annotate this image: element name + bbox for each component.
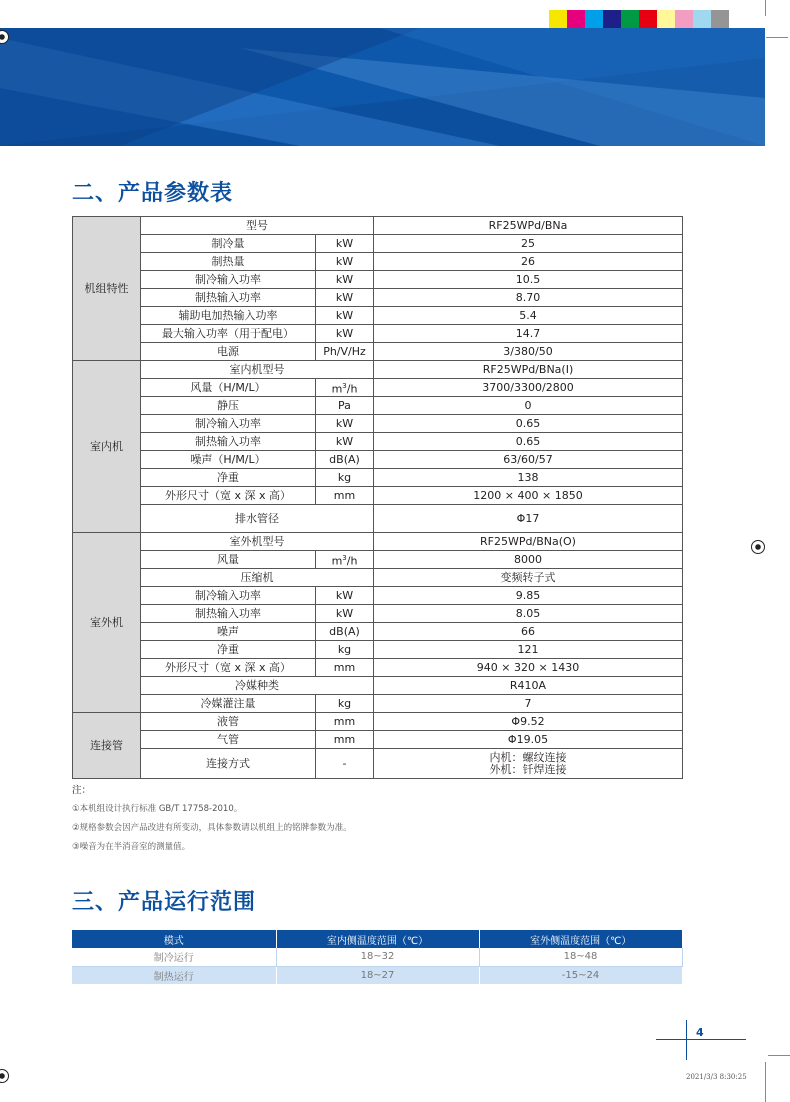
notes bbox=[72, 781, 352, 857]
color-swatch bbox=[603, 10, 621, 28]
table-row bbox=[73, 469, 683, 487]
param-name-cell: 冷媒灌注量 bbox=[141, 695, 316, 713]
unit-cell: kg bbox=[316, 469, 374, 487]
value-cell: 8.05 bbox=[374, 605, 683, 623]
color-swatch bbox=[567, 10, 585, 28]
color-swatch bbox=[693, 10, 711, 28]
param-name-cell: 压缩机 bbox=[141, 569, 374, 587]
unit-cell: mm bbox=[316, 713, 374, 731]
unit-cell: kW bbox=[316, 289, 374, 307]
table-row bbox=[73, 433, 683, 451]
param-name-cell: 制热输入功率 bbox=[141, 605, 316, 623]
unit-superscript: 3 bbox=[342, 553, 347, 562]
range-header-outdoor: 室外侧温度范围（℃） bbox=[479, 930, 682, 948]
category-cell: 机组特性 bbox=[73, 217, 141, 361]
param-name-cell: 净重 bbox=[141, 469, 316, 487]
unit-cell bbox=[316, 379, 374, 397]
unit-cell: kW bbox=[316, 271, 374, 289]
note-item: ①本机组设计执行标准 GB/T 17758-2010。 bbox=[72, 804, 243, 814]
table-row bbox=[73, 641, 683, 659]
table-row bbox=[73, 505, 683, 533]
value-cell: 0.65 bbox=[374, 415, 683, 433]
unit-cell: mm bbox=[316, 731, 374, 749]
value-cell: 63/60/57 bbox=[374, 451, 683, 469]
color-swatch bbox=[657, 10, 675, 28]
registration-mark bbox=[0, 1069, 9, 1083]
unit-cell: kg bbox=[316, 695, 374, 713]
table-row bbox=[73, 623, 683, 641]
value-cell: 26 bbox=[374, 253, 683, 271]
value-cell: 8000 bbox=[374, 551, 683, 569]
value-cell: 变频转子式 bbox=[374, 569, 683, 587]
unit-cell: kW bbox=[316, 415, 374, 433]
unit-cell: kg bbox=[316, 641, 374, 659]
value-cell bbox=[374, 749, 683, 779]
color-calibration-bar bbox=[549, 10, 729, 28]
value-cell: R410A bbox=[374, 677, 683, 695]
table-row bbox=[73, 533, 683, 551]
note-item: ③噪音为在半消音室的测量值。 bbox=[72, 842, 191, 852]
table-row bbox=[73, 271, 683, 289]
value-cell: 3700/3300/2800 bbox=[374, 379, 683, 397]
value-cell: RF25WPd/BNa(O) bbox=[374, 533, 683, 551]
param-name-cell: 风量 bbox=[141, 551, 316, 569]
value-cell: 25 bbox=[374, 235, 683, 253]
connection-outdoor: 外机：钎焊连接 bbox=[489, 762, 567, 776]
value-cell: 940 × 320 × 1430 bbox=[374, 659, 683, 677]
color-swatch bbox=[621, 10, 639, 28]
header-banner bbox=[0, 28, 765, 146]
range-cell: 18~27 bbox=[276, 966, 479, 984]
value-cell: 10.5 bbox=[374, 271, 683, 289]
operating-range-table bbox=[72, 930, 683, 984]
table-row bbox=[73, 361, 683, 379]
table-row bbox=[73, 731, 683, 749]
param-name-cell: 制热输入功率 bbox=[141, 433, 316, 451]
value-cell: 9.85 bbox=[374, 587, 683, 605]
unit-cell bbox=[316, 551, 374, 569]
page-number: 4 bbox=[696, 1026, 704, 1039]
param-name-cell: 制冷量 bbox=[141, 235, 316, 253]
crop-mark bbox=[765, 0, 766, 16]
table-row bbox=[73, 397, 683, 415]
value-cell: Φ9.52 bbox=[374, 713, 683, 731]
unit-rest: /h bbox=[346, 382, 358, 396]
table-row bbox=[73, 235, 683, 253]
table-row bbox=[73, 551, 683, 569]
table-row bbox=[73, 659, 683, 677]
param-name-cell: 最大输入功率（用于配电） bbox=[141, 325, 316, 343]
param-name-cell: 室外机型号 bbox=[141, 533, 374, 551]
banner-decoration bbox=[0, 28, 765, 146]
category-cell: 室外机 bbox=[73, 533, 141, 713]
connection-indoor: 内机：螺纹连接 bbox=[489, 750, 567, 764]
param-name-cell: 连接方式 bbox=[141, 749, 316, 779]
param-name-cell: 外形尺寸（宽 x 深 x 高） bbox=[141, 487, 316, 505]
table-row bbox=[73, 451, 683, 469]
table-row bbox=[73, 749, 683, 779]
unit-superscript: 3 bbox=[342, 381, 347, 390]
unit-base: m bbox=[331, 554, 343, 568]
param-name-cell: 电源 bbox=[141, 343, 316, 361]
unit-cell: kW bbox=[316, 235, 374, 253]
range-cell: 制热运行 bbox=[72, 966, 276, 984]
unit-cell: Pa bbox=[316, 397, 374, 415]
value-cell: RF25WPd/BNa bbox=[374, 217, 683, 235]
unit-cell: kW bbox=[316, 253, 374, 271]
unit-cell: kW bbox=[316, 433, 374, 451]
crop-mark bbox=[656, 1039, 746, 1040]
print-timestamp: 2021/3/3 8:30:25 bbox=[686, 1073, 747, 1081]
crop-mark bbox=[765, 1062, 766, 1102]
crop-mark bbox=[686, 1020, 687, 1060]
param-name-cell: 液管 bbox=[141, 713, 316, 731]
unit-cell: kW bbox=[316, 307, 374, 325]
param-name-cell: 噪声（H/M/L） bbox=[141, 451, 316, 469]
unit-rest: /h bbox=[346, 554, 358, 568]
table-row bbox=[73, 587, 683, 605]
range-header-mode: 模式 bbox=[72, 930, 276, 948]
section-title-parameters: 二、产品参数表 bbox=[72, 181, 234, 206]
table-row bbox=[73, 677, 683, 695]
param-name-cell: 辅助电加热输入功率 bbox=[141, 307, 316, 325]
value-cell: 3/380/50 bbox=[374, 343, 683, 361]
unit-cell: dB(A) bbox=[316, 623, 374, 641]
table-row bbox=[73, 379, 683, 397]
parameter-table bbox=[72, 216, 683, 779]
unit-cell: - bbox=[316, 749, 374, 779]
param-name-cell: 制热量 bbox=[141, 253, 316, 271]
param-name-cell: 风量（H/M/L） bbox=[141, 379, 316, 397]
param-name-cell: 净重 bbox=[141, 641, 316, 659]
param-name-cell: 噪声 bbox=[141, 623, 316, 641]
table-row bbox=[73, 695, 683, 713]
range-cell: 制冷运行 bbox=[72, 948, 276, 966]
value-cell: 1200 × 400 × 1850 bbox=[374, 487, 683, 505]
param-name-cell: 型号 bbox=[141, 217, 374, 235]
unit-cell: kW bbox=[316, 325, 374, 343]
color-swatch bbox=[585, 10, 603, 28]
param-name-cell: 冷媒种类 bbox=[141, 677, 374, 695]
crop-mark bbox=[766, 37, 788, 38]
table-row bbox=[73, 713, 683, 731]
range-row-cooling bbox=[72, 948, 682, 966]
value-cell: 0 bbox=[374, 397, 683, 415]
category-cell: 连接管 bbox=[73, 713, 141, 779]
param-name-cell: 气管 bbox=[141, 731, 316, 749]
parameter-table-body bbox=[73, 217, 683, 779]
table-row bbox=[73, 289, 683, 307]
range-cell: 18~32 bbox=[276, 948, 479, 966]
value-cell: Φ17 bbox=[374, 505, 683, 533]
range-header-row bbox=[72, 930, 682, 948]
range-header-indoor: 室内侧温度范围（℃） bbox=[276, 930, 479, 948]
color-swatch bbox=[549, 10, 567, 28]
value-cell: Φ19.05 bbox=[374, 731, 683, 749]
table-row bbox=[73, 307, 683, 325]
note-item: ②规格参数会因产品改进有所变动，具体参数请以机组上的铭牌参数为准。 bbox=[72, 823, 352, 833]
range-cell: -15~24 bbox=[479, 966, 682, 984]
value-cell: 7 bbox=[374, 695, 683, 713]
param-name-cell: 制冷输入功率 bbox=[141, 587, 316, 605]
param-name-cell: 制冷输入功率 bbox=[141, 271, 316, 289]
param-name-cell: 室内机型号 bbox=[141, 361, 374, 379]
value-cell: 14.7 bbox=[374, 325, 683, 343]
crop-mark bbox=[768, 1055, 790, 1056]
range-cell: 18~48 bbox=[479, 948, 682, 966]
table-row bbox=[73, 325, 683, 343]
unit-cell: mm bbox=[316, 659, 374, 677]
range-row-heating bbox=[72, 966, 682, 984]
param-name-cell: 制热输入功率 bbox=[141, 289, 316, 307]
color-swatch bbox=[639, 10, 657, 28]
unit-cell: mm bbox=[316, 487, 374, 505]
notes-title: 注： bbox=[72, 785, 92, 796]
table-row bbox=[73, 487, 683, 505]
table-row bbox=[73, 569, 683, 587]
value-cell: 138 bbox=[374, 469, 683, 487]
registration-mark bbox=[751, 540, 765, 554]
category-cell: 室内机 bbox=[73, 361, 141, 533]
table-row bbox=[73, 343, 683, 361]
table-row bbox=[73, 253, 683, 271]
param-name-cell: 外形尺寸（宽 x 深 x 高） bbox=[141, 659, 316, 677]
unit-base: m bbox=[331, 382, 343, 396]
section-title-operating-range: 三、产品运行范围 bbox=[72, 890, 257, 915]
value-cell: 8.70 bbox=[374, 289, 683, 307]
color-swatch bbox=[675, 10, 693, 28]
value-cell: 66 bbox=[374, 623, 683, 641]
value-cell: 0.65 bbox=[374, 433, 683, 451]
table-row bbox=[73, 415, 683, 433]
value-cell: RF25WPd/BNa(I) bbox=[374, 361, 683, 379]
unit-cell: dB(A) bbox=[316, 451, 374, 469]
unit-cell: kW bbox=[316, 587, 374, 605]
param-name-cell: 制冷输入功率 bbox=[141, 415, 316, 433]
value-cell: 121 bbox=[374, 641, 683, 659]
unit-cell: kW bbox=[316, 605, 374, 623]
table-row bbox=[73, 605, 683, 623]
color-swatch bbox=[711, 10, 729, 28]
value-cell: 5.4 bbox=[374, 307, 683, 325]
table-row bbox=[73, 217, 683, 235]
param-name-cell: 排水管径 bbox=[141, 505, 374, 533]
unit-cell: Ph/V/Hz bbox=[316, 343, 374, 361]
param-name-cell: 静压 bbox=[141, 397, 316, 415]
